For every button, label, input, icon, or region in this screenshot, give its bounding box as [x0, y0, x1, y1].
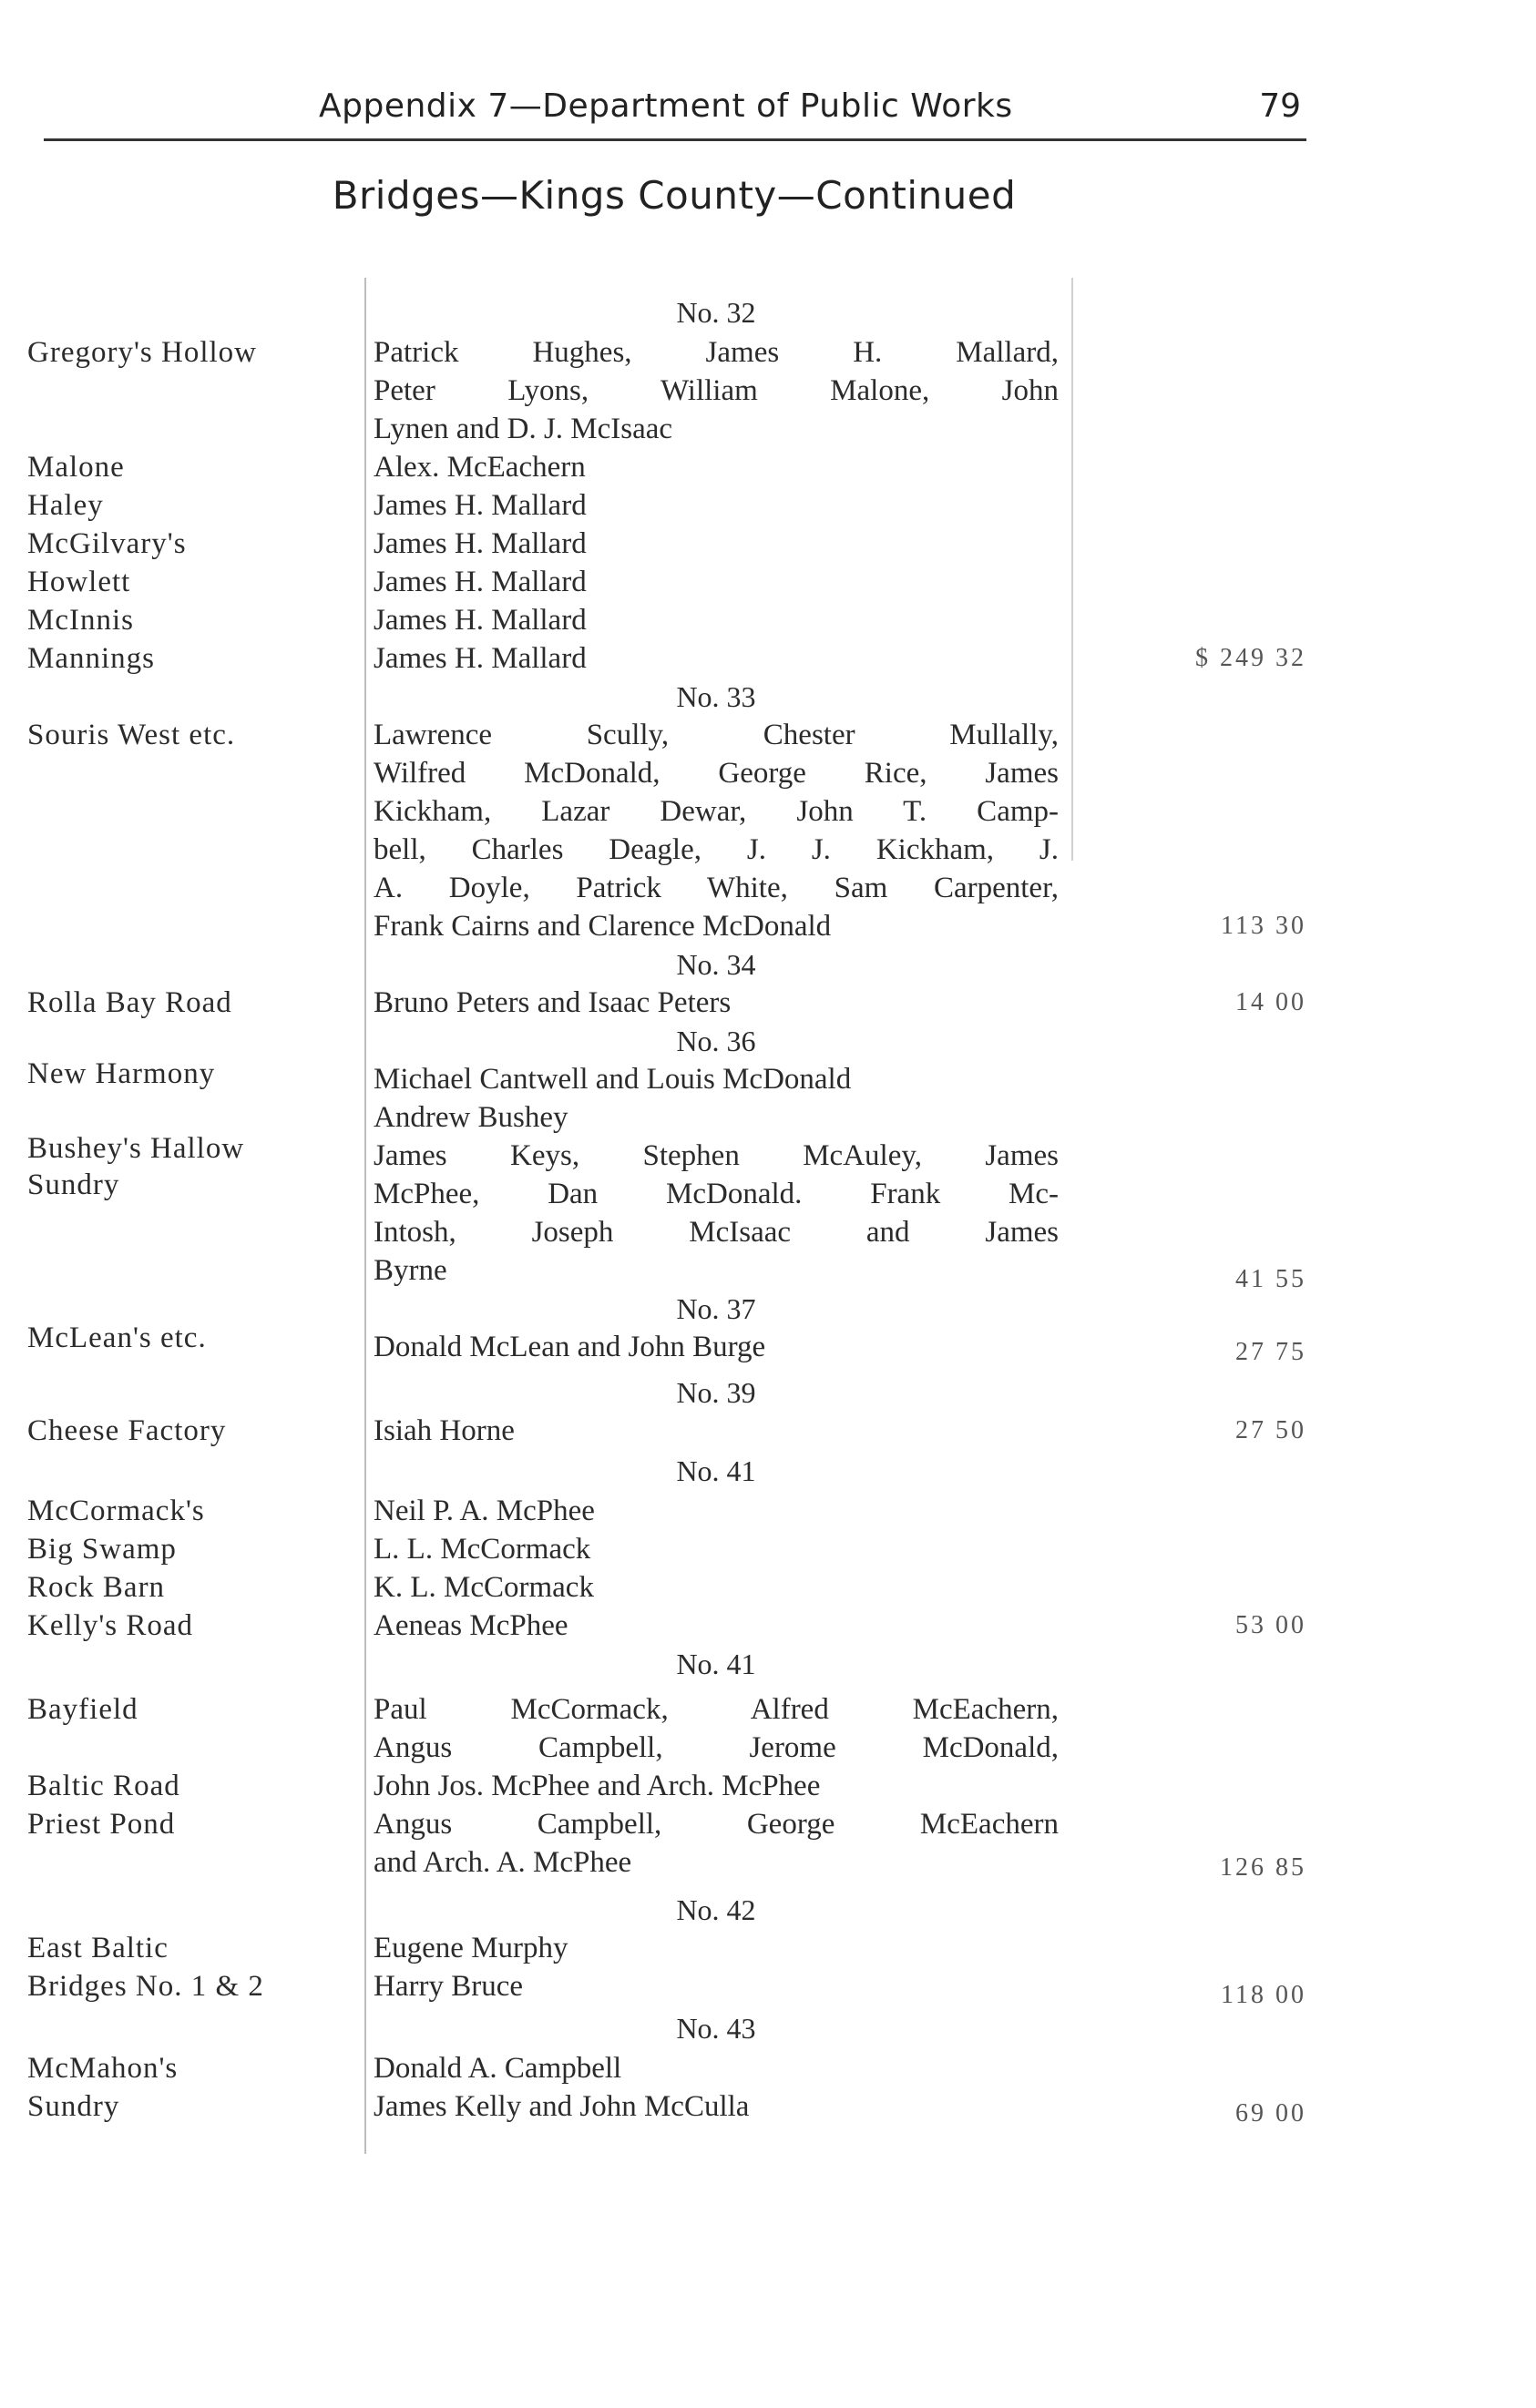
location: Cheese Factory — [27, 1414, 227, 1447]
location: Bushey's Hallow — [27, 1132, 245, 1165]
location: Howlett — [27, 566, 131, 598]
section-title: Bridges—Kings County—Continued — [332, 173, 1017, 218]
location: New Harmony — [27, 1057, 216, 1090]
location: Kelly's Road — [27, 1609, 194, 1642]
column-rule-right — [1071, 278, 1073, 861]
amount: 14 00 — [1235, 988, 1306, 1016]
contractors: Peter Lyons, William Malone, John — [374, 374, 1059, 407]
amount: 53 00 — [1235, 1611, 1306, 1639]
contractors: Paul McCormack, Alfred McEachern, — [374, 1693, 1059, 1726]
section-number: No. 37 — [676, 1292, 756, 1325]
amount: 126 85 — [1220, 1853, 1306, 1882]
amount: 41 55 — [1235, 1265, 1306, 1293]
location: Big Swamp — [27, 1533, 177, 1566]
amount: $ 249 32 — [1195, 644, 1306, 672]
amount: 69 00 — [1235, 2099, 1306, 2127]
contractors: K. L. McCormack — [374, 1571, 594, 1604]
location: McCormack's — [27, 1495, 205, 1527]
contractors: McPhee, Dan McDonald. Frank Mc- — [374, 1178, 1059, 1210]
contractors: James H. Mallard — [374, 527, 587, 560]
contractors: James Kelly and John McCulla — [374, 2090, 750, 2123]
amount: 118 00 — [1221, 1981, 1306, 2009]
contractors: Andrew Bushey — [374, 1101, 568, 1134]
section-number: No. 41 — [676, 1454, 756, 1487]
location: McLean's etc. — [27, 1321, 207, 1354]
contractors: Lynen and D. J. McIsaac — [374, 413, 673, 445]
contractors: James H. Mallard — [374, 604, 587, 637]
amount: 113 30 — [1221, 912, 1306, 940]
contractors: Angus Campbell, Jerome McDonald, — [374, 1731, 1059, 1764]
location: Gregory's Hollow — [27, 336, 257, 369]
location: Malone — [27, 451, 125, 484]
contractors: Bruno Peters and Isaac Peters — [374, 986, 732, 1019]
amount: 27 50 — [1235, 1416, 1306, 1444]
contractors: and Arch. A. McPhee — [374, 1846, 632, 1879]
contractors: Donald A. Campbell — [374, 2052, 622, 2085]
section-number: No. 39 — [676, 1376, 756, 1409]
contractors: Kickham, Lazar Dewar, John T. Camp- — [374, 795, 1059, 828]
contractors: Angus Campbell, George McEachern — [374, 1808, 1059, 1841]
section-number: No. 33 — [676, 680, 756, 713]
amount: 27 75 — [1235, 1338, 1306, 1366]
location: Souris West etc. — [27, 719, 236, 751]
section-number: No. 43 — [676, 2012, 756, 2045]
contractors: James H. Mallard — [374, 642, 587, 675]
running-header — [44, 82, 1306, 141]
section-number: No. 36 — [676, 1025, 756, 1057]
contractors: Byrne — [374, 1254, 447, 1287]
section-number: No. 41 — [676, 1648, 756, 1680]
location: Haley — [27, 489, 104, 522]
location: Mannings — [27, 642, 155, 675]
location: McGilvary's — [27, 527, 187, 560]
contractors: Wilfred McDonald, George Rice, James — [374, 757, 1059, 790]
contractors: James H. Mallard — [374, 566, 587, 598]
contractors: L. L. McCormack — [374, 1533, 591, 1566]
location: Bridges No. 1 & 2 — [27, 1970, 264, 2003]
contractors: Intosh, Joseph McIsaac and James — [374, 1216, 1059, 1249]
contractors: Neil P. A. McPhee — [374, 1495, 595, 1527]
contractors: Eugene Murphy — [374, 1932, 568, 1964]
location: Rock Barn — [27, 1571, 166, 1604]
contractors: Frank Cairns and Clarence McDonald — [374, 910, 832, 943]
contractors: James H. Mallard — [374, 489, 587, 522]
contractors: James Keys, Stephen McAuley, James — [374, 1139, 1059, 1172]
contractors: Donald McLean and John Burge — [374, 1331, 766, 1363]
contractors: John Jos. McPhee and Arch. McPhee — [374, 1770, 821, 1802]
location: McMahon's — [27, 2052, 179, 2085]
contractors: Michael Cantwell and Louis McDonald — [374, 1063, 852, 1096]
section-number: No. 34 — [676, 948, 756, 981]
contractors: Aeneas McPhee — [374, 1609, 568, 1642]
section-number: No. 32 — [676, 296, 756, 329]
header-title: Appendix 7—Department of Public Works — [319, 87, 1013, 125]
location: McInnis — [27, 604, 134, 637]
section-number: No. 42 — [676, 1893, 756, 1926]
location: Bayfield — [27, 1693, 138, 1726]
location: Sundry — [27, 2090, 120, 2123]
location: Rolla Bay Road — [27, 986, 232, 1019]
contractors: Lawrence Scully, Chester Mullally, — [374, 719, 1059, 751]
contractors: Isiah Horne — [374, 1414, 515, 1447]
location: East Baltic — [27, 1932, 169, 1964]
contractors: Harry Bruce — [374, 1970, 524, 2003]
location: Sundry — [27, 1168, 120, 1201]
location: Priest Pond — [27, 1808, 176, 1841]
contractors: Patrick Hughes, James H. Mallard, — [374, 336, 1059, 369]
contractors: Alex. McEachern — [374, 451, 586, 484]
location: Baltic Road — [27, 1770, 180, 1802]
page-number: 79 — [1259, 87, 1301, 125]
contractors: bell, Charles Deagle, J. J. Kickham, J. — [374, 833, 1059, 866]
column-rule-left — [364, 278, 366, 2154]
contractors: A. Doyle, Patrick White, Sam Carpenter, — [374, 872, 1059, 904]
